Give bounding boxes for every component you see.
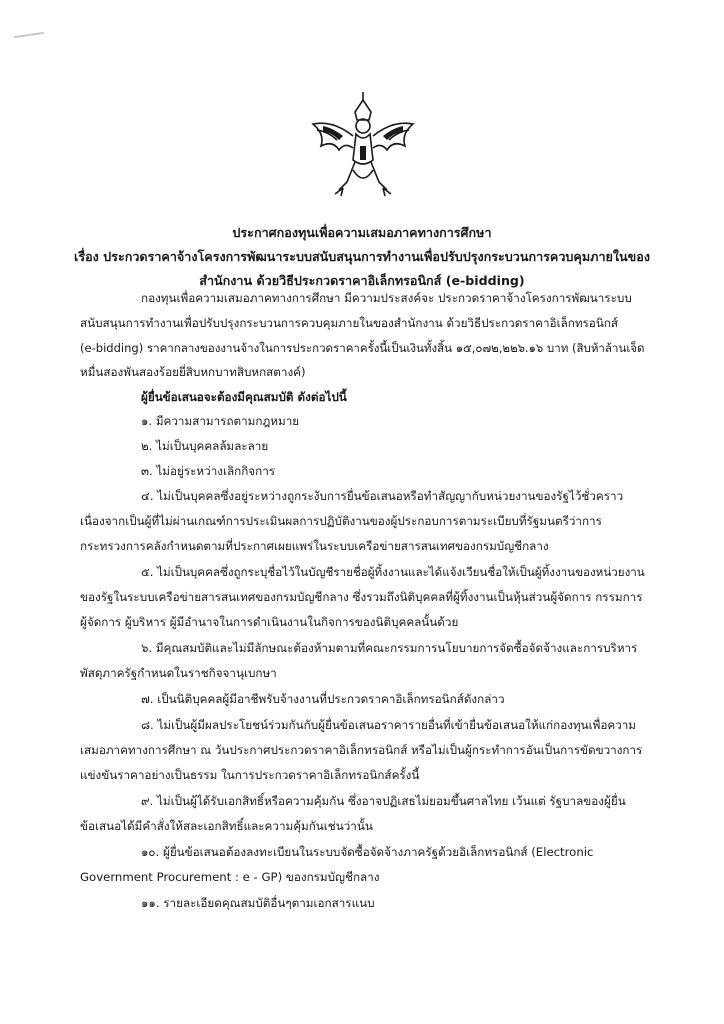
intro-line: หมื่นสองพันสองร้อยยี่สิบหกบาทสิบหกสตางค์): [80, 365, 306, 379]
qualification-item: ข้อเสนอได้มีคำสั่งให้สละเอกสิทธิ์และความคุ้มกันเช่นว่านั้น: [80, 819, 373, 833]
qualification-item: ๗. เป็นนิติบุคคลผู้มีอาชีพรับจ้างงานที่ประกวดราคาอิเล็กทรอนิกส์ดังกล่าว: [141, 692, 505, 706]
qualification-item: กระทรวงการคลังกำหนดตามที่ประกาศเผยแพร่ในระบบเครือข่ายสารสนเทศของกรมบัญชีกลาง: [80, 539, 549, 553]
qualification-item: แข่งขันราคาอย่างเป็นธรรม ในการประกวดราคาอิเล็กทรอนิกส์ครั้งนี้: [80, 768, 420, 782]
intro-line: สนับสนุนการทำงานเพื่อปรับปรุงกระบวนการควบคุมภายในของสำนักงาน ด้วยวิธีประกวดราคาอิเล็กทรอนิกส์: [80, 316, 619, 330]
subject-line-2: สำนักงาน ด้วยวิธีประกวดราคาอิเล็กทรอนิกส์ (e-bidding): [199, 273, 525, 288]
qualification-item: พัสดุภาครัฐกำหนดในราชกิจจานุเบกษา: [80, 666, 277, 680]
qualification-item: ของรัฐในระบบเครือข่ายสารสนเทศของกรมบัญชีกลาง ซึ่งรวมถึงนิติบุคคลที่ผู้ทิ้งงานเป็นหุ้นส่วนผู้จัดการ กรรมการ: [80, 590, 643, 604]
intro-line: กองทุนเพื่อความเสมอภาคทางการศึกษา มีความประสงค์จะ ประกวดราคาจ้างโครงการพัฒนาระบบ: [141, 291, 632, 305]
qualifications-heading: ผู้ยื่นข้อเสนอจะต้องมีคุณสมบัติ ดังต่อไปนี้: [141, 390, 347, 404]
qualification-item: Government Procurement : e - GP) ของกรมบัญชีกลาง: [80, 870, 380, 884]
qualification-item: ๑๐. ผู้ยื่นข้อเสนอต้องลงทะเบียนในระบบจัดซื้อจัดจ้างภาครัฐด้วยอิเล็กทรอนิกส์ (Electronic: [141, 845, 594, 859]
announcement-title: ประกาศกองทุนเพื่อความเสมอภาคทางการศึกษา: [232, 225, 492, 240]
scan-artifact: [14, 32, 44, 38]
qualification-item: ๕. ไม่เป็นบุคคลซึ่งถูกระบุชื่อไว้ในบัญชีรายชื่อผู้ทิ้งงานและได้แจ้งเวียนชื่อให้เป็นผู้ทิ้งงานของหน่วยงาน: [141, 565, 645, 579]
intro-line: (e-bidding) ราคากลางของงานจ้างในการประกวดราคาครั้งนี้เป็นเงินทั้งสิ้น ๑๕,๐๗๒,๒๒๖.๑๖ บาท (สิบห้าล้านเจ็ด: [80, 341, 645, 355]
qualification-item: เนื่องจากเป็นผู้ที่ไม่ผ่านเกณฑ์การประเมินผลการปฏิบัติงานของผู้ประกอบการตามระเบียบที่รัฐมนตรีว่าการ: [80, 514, 602, 528]
qualification-item: ผู้จัดการ ผู้บริหาร ผู้มีอำนาจในการดำเนินงานในกิจการของนิติบุคคลนั้นด้วย: [80, 615, 459, 629]
qualification-item: ๑๑. รายละเอียดคุณสมบัติอื่นๆตามเอกสารแนบ: [141, 896, 375, 910]
qualification-item: ๘. ไม่เป็นผู้มีผลประโยชน์ร่วมกันกับผู้ยื่นข้อเสนอราคารายอื่นที่เข้ายื่นข้อเสนอให้แก่กองทุนเพื่อความ: [141, 718, 636, 732]
qualification-item: เสมอภาคทางการศึกษา ณ วันประกาศประกวดราคาอิเล็กทรอนิกส์ หรือไม่เป็นผู้กระทำการอันเป็นการขัดขวางการ: [80, 743, 643, 757]
qualification-item: ๙. ไม่เป็นผู้ได้รับเอกสิทธิ์หรือความคุ้มกัน ซึ่งอาจปฏิเสธไม่ยอมขึ้นศาลไทย เว้นแต่ รัฐบาลของผู้ยื่น: [141, 794, 626, 808]
qualification-item: ๔. ไม่เป็นบุคคลซึ่งอยู่ระหว่างถูกระงับการยื่นข้อเสนอหรือทำสัญญากับหน่วยงานของรัฐไว้ชั่วคราว: [141, 489, 624, 503]
garuda-emblem-icon: [303, 90, 423, 200]
qualification-item: ๖. มีคุณสมบัติและไม่มีลักษณะต้องห้ามตามที่คณะกรรมการนโยบายการจัดซื้อจัดจ้างและการบริหาร: [141, 641, 638, 655]
qualification-item: ๑. มีความสามารถตามกฎหมาย: [141, 414, 300, 428]
qualification-item: ๒. ไม่เป็นบุคคลล้มละลาย: [141, 439, 269, 453]
subject-line-1: เรื่อง ประกวดราคาจ้างโครงการพัฒนาระบบสนับสนุนการทำงานเพื่อปรับปรุงกระบวนการควบคุมภายในของ: [74, 249, 650, 264]
qualification-item: ๓. ไม่อยู่ระหว่างเลิกกิจการ: [141, 464, 276, 478]
